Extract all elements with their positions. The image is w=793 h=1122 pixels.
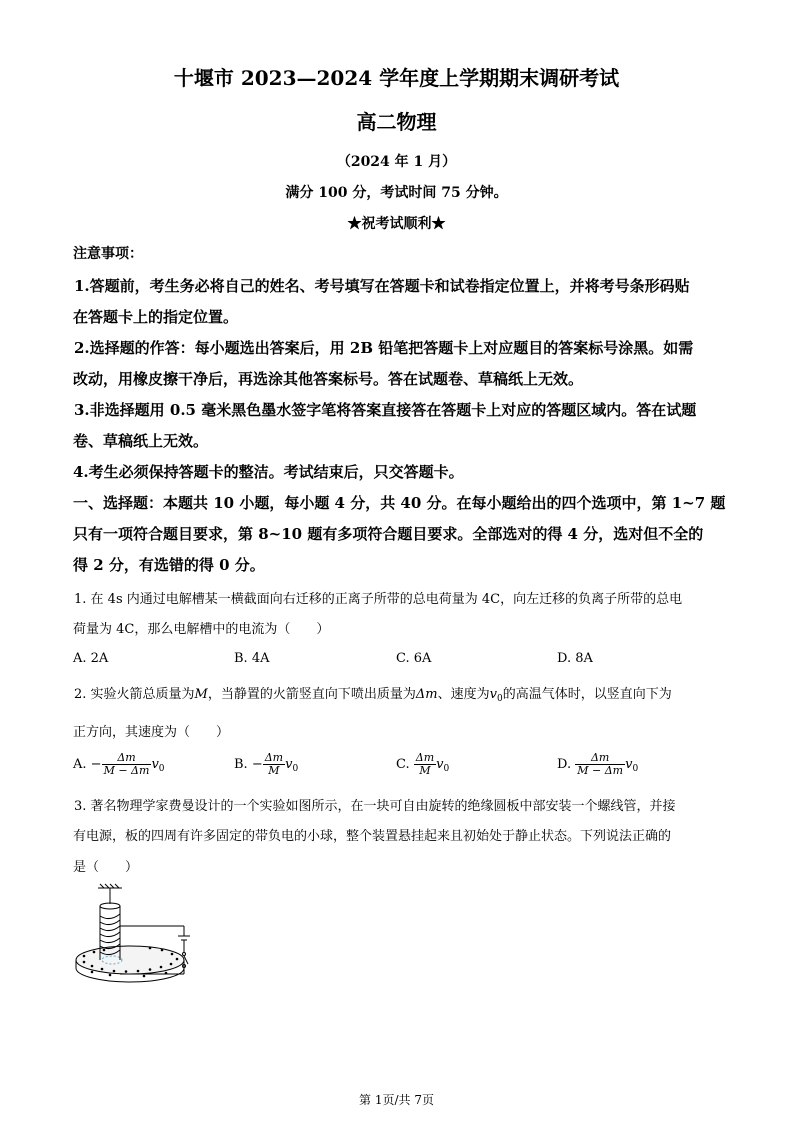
good-luck: ★祝考试顺利★: [347, 216, 446, 232]
q3-stem: 3. 著名物理学家费曼设计的一个实验如图所示，在一块可自由旋转的绝缘圆板中部安装一个螺线管，并接: [74, 799, 676, 814]
q1-option-a: A. 2A: [73, 651, 109, 666]
q2-option-b: B. − $\frac{\Delta m}{M}$ $v_0$: [234, 751, 299, 777]
q1-option-c: C. 6A: [396, 651, 432, 666]
q2-option-a: A. − $\frac{\Delta m}{M - \Delta m}$ $v_0$: [73, 751, 165, 777]
feynman-disk-figure: [70, 882, 200, 1002]
disk: [76, 946, 184, 982]
q3-stem: 是（ ）: [73, 860, 139, 875]
subject-title: 高二物理: [356, 110, 437, 134]
q1-stem: 1. 在 4s 内通过电解槽某一横截面向右迁移的正离子所带的总电荷量为 4C，向左迁移的负离子所带的总电: [74, 592, 683, 607]
q1-option-b: B. 4A: [234, 651, 270, 666]
exam-title: 十堰市 2023—2024 学年度上学期期末调研考试: [173, 66, 620, 90]
q2-stem: 2. 实验火箭总质量为M，当静置的火箭竖直向下喷出质量为Δm、速度为$v_0$的高温气体时，以竖直向下为: [74, 687, 672, 704]
q1-option-d: D. 8A: [557, 651, 593, 666]
notice-line: 3.非选择题用 0.5 毫米黑色墨水签字笔将答案直接答在答题卡上对应的答题区域内。答在试题: [74, 401, 697, 419]
section-instructions: 只有一项符合题目要求，第 8~10 题有多项符合题目要求。全部选对的得 4 分，选对但不全的: [73, 525, 704, 543]
notice-line: 在答题卡上的指定位置。: [73, 308, 239, 326]
q1-stem: 荷量为 4C，那么电解槽中的电流为（ ）: [73, 622, 330, 637]
section-instructions: 得 2 分，有选错的得 0 分。: [73, 556, 265, 574]
notice-heading: 注意事项：: [73, 246, 143, 262]
notice-line: 2.选择题的作答：每小题选出答案后，用 2B 铅笔把答题卡上对应题目的答案标号涂黑。如需: [74, 339, 694, 357]
notice-line: 改动，用橡皮擦干净后，再选涂其他答案标号。答在试题卷、草稿纸上无效。: [73, 370, 584, 388]
exam-date: （2024 年 1 月）: [336, 154, 457, 170]
q3-stem: 有电源，板的四周有许多固定的带负电的小球，整个装置悬挂起来且初始处于静止状态。下列说法正确的: [73, 829, 672, 844]
notice-line: 1.答题前，考生务必将自己的姓名、考号填写在答题卡和试卷指定位置上，并将考号条形码贴: [74, 277, 690, 295]
score-time: 满分 100 分，考试时间 75 分钟。: [285, 185, 508, 201]
ceiling-mount: [98, 884, 122, 904]
q2-option-c: C. $\frac{\Delta m}{M}$ $v_0$: [396, 751, 450, 777]
page-number: 第 1页/共 7页: [359, 1093, 434, 1107]
section-instructions: 一、选择题：本题共 10 小题，每小题 4 分，共 40 分。在每小题给出的四个选项中，第 1~7 题: [73, 494, 726, 512]
q2-option-d: D. $\frac{\Delta m}{M - \Delta m}$ $v_0$: [557, 751, 639, 777]
notice-line: 卷、草稿纸上无效。: [73, 432, 209, 450]
notice-line: 4.考生必须保持答题卡的整洁。考试结束后，只交答题卡。: [73, 463, 464, 481]
q2-stem: 正方向，其速度为（ ）: [73, 725, 230, 740]
